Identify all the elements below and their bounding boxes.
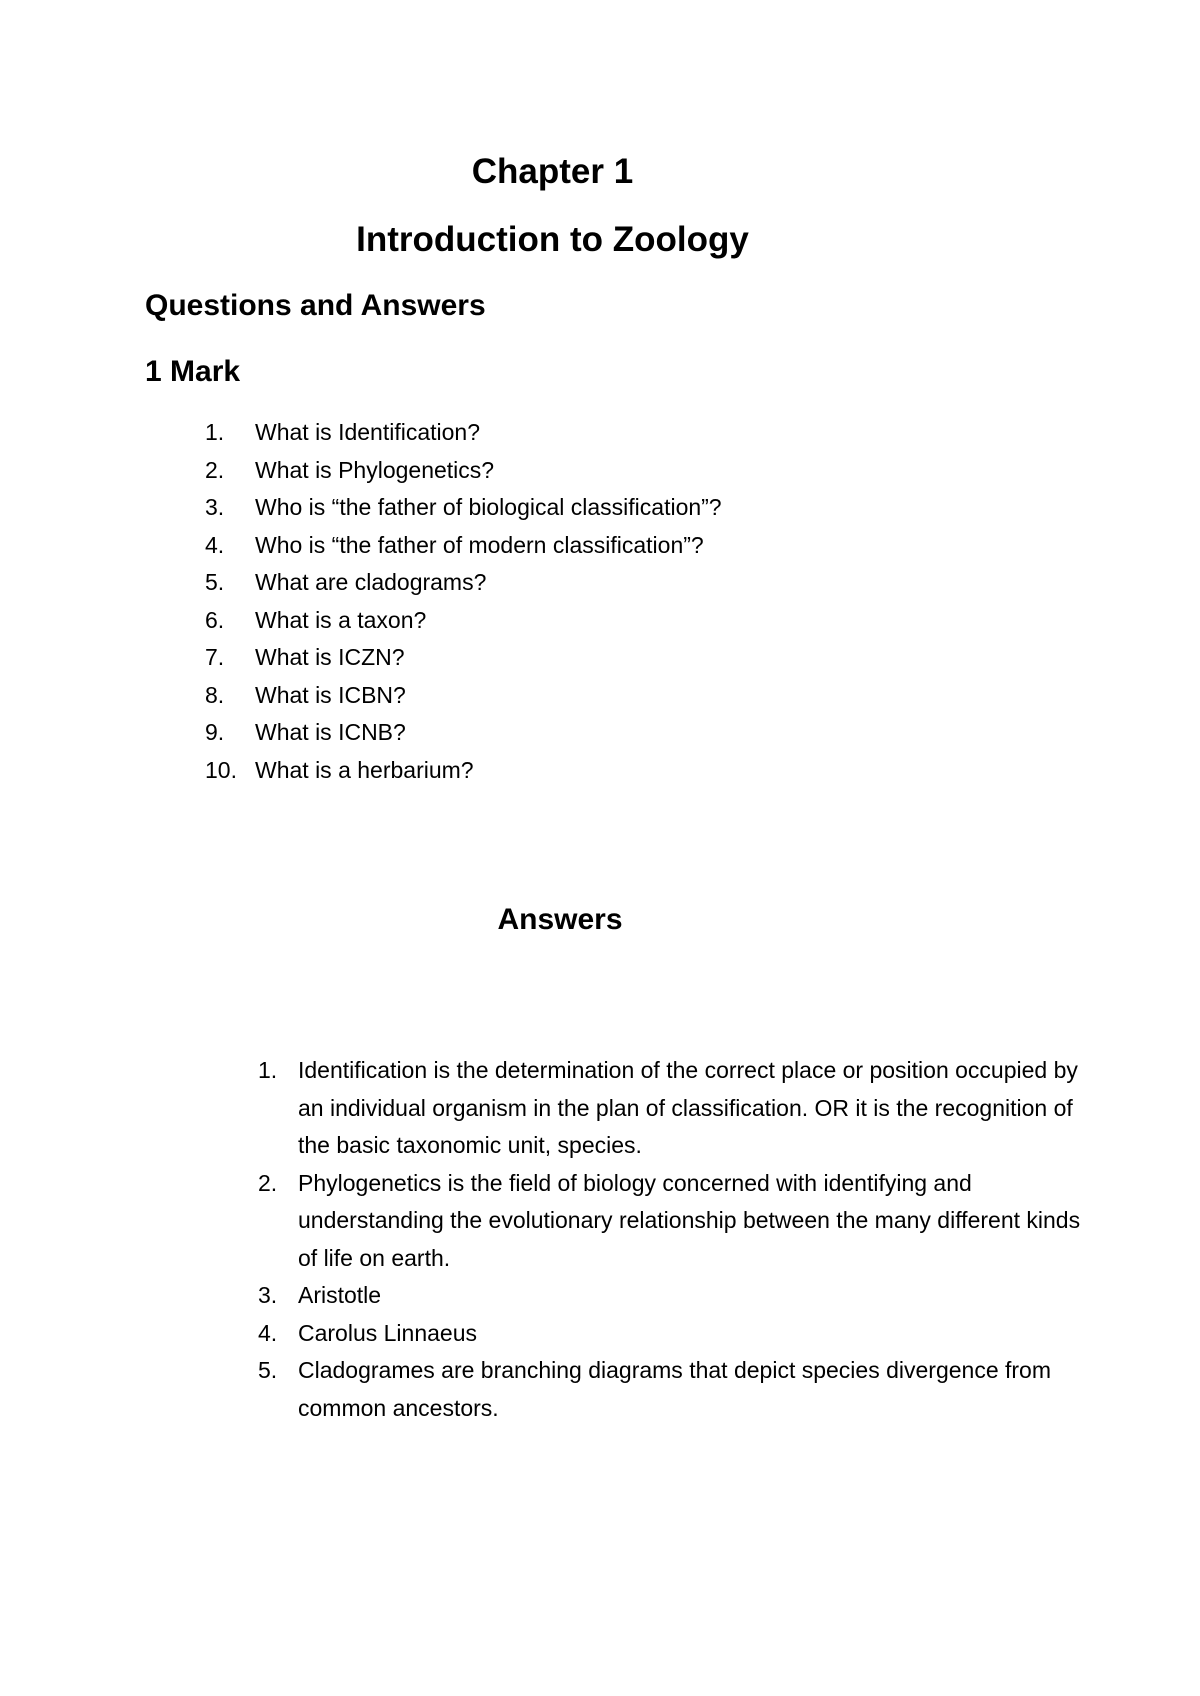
question-number: 2. — [205, 456, 225, 483]
answer-number: 1. — [258, 1057, 278, 1083]
question-number: 7. — [205, 644, 225, 670]
question-text: What is ICNB? — [255, 719, 406, 745]
question-text: What are cladograms? — [255, 569, 487, 595]
document-title: Introduction to Zoology — [356, 220, 749, 259]
question-number: 10. — [205, 756, 237, 783]
chapter-title: Chapter 1 — [471, 152, 634, 191]
answer-number: 2. — [258, 1169, 278, 1196]
question-text: What is ICBN? — [255, 681, 406, 708]
question-item — [205, 414, 722, 452]
question-number: 6. — [205, 606, 225, 633]
question-item — [205, 489, 722, 527]
answer-text: Cladogrames are branching diagrams that depict species divergence from common ancestors. — [298, 1357, 1052, 1421]
section-heading: Questions and Answers — [145, 289, 486, 322]
question-text: What is Identification? — [255, 419, 481, 445]
answer-list — [258, 1052, 1088, 1427]
answer-text: Phylogenetics is the field of biology concerned with identifying and understanding the evolutionary relationship between the many different kinds of life on earth. — [298, 1169, 1081, 1271]
question-item — [205, 677, 722, 715]
question-list — [205, 414, 722, 789]
question-number: 8. — [205, 681, 225, 708]
question-number: 1. — [205, 419, 225, 445]
question-item — [205, 714, 722, 752]
question-number: 9. — [205, 719, 225, 745]
question-text: What is a taxon? — [255, 606, 427, 633]
question-item — [205, 564, 722, 602]
question-item — [205, 752, 722, 790]
answer-item — [258, 1277, 1088, 1315]
question-item — [205, 452, 722, 490]
answer-item — [258, 1352, 1088, 1427]
question-number: 3. — [205, 494, 225, 520]
answer-number: 5. — [258, 1357, 278, 1383]
answer-item — [258, 1165, 1088, 1278]
answer-number: 4. — [258, 1319, 278, 1346]
answers-heading: Answers — [497, 903, 623, 936]
question-text: Who is “the father of modern classification”? — [255, 531, 704, 558]
question-text: What is a herbarium? — [255, 756, 474, 783]
answer-number: 3. — [258, 1282, 278, 1308]
question-item — [205, 602, 722, 640]
answer-item — [258, 1315, 1088, 1353]
question-item — [205, 527, 722, 565]
mark-heading: 1 Mark — [145, 355, 241, 388]
question-text: Who is “the father of biological classification”? — [255, 494, 722, 520]
answer-text: Aristotle — [298, 1282, 382, 1308]
answer-text: Identification is the determination of the correct place or position occupied by an individual organism in the plan of classification. OR it is the recognition of the basic taxonomic unit, species. — [298, 1057, 1078, 1158]
question-number: 4. — [205, 531, 225, 558]
answer-item — [258, 1052, 1088, 1165]
question-text: What is Phylogenetics? — [255, 456, 495, 483]
answer-text: Carolus Linnaeus — [298, 1319, 478, 1346]
question-text: What is ICZN? — [255, 644, 405, 670]
question-number: 5. — [205, 569, 225, 595]
question-item — [205, 639, 722, 677]
